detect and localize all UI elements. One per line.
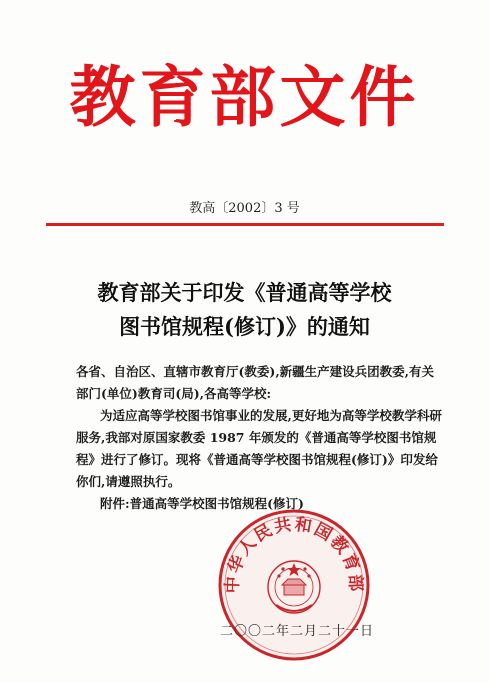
body-paragraph: 为适应高等学校图书馆事业的发展,更好地为高等学校教学科研服务,我部对原国家教委 1987 年颁发的《普通高等学校图书馆规程》进行了修订。现将《普通高等学校图书馆规程(修订)》印发给你们,请遵照执行。 <box>76 408 442 489</box>
document-number: 教高〔2002〕3 号 <box>189 201 300 216</box>
addressee-paragraph: 各省、自治区、直辖市教育厅(教委),新疆生产建设兵团教委,有关部门(单位)教育司(局),各高等学校: <box>76 364 435 401</box>
issue-date: 二〇〇二年二月二十一日 <box>220 624 375 639</box>
attachment-line: 附件:普通高等学校图书馆规程(修订) <box>100 496 304 511</box>
document-masthead: 教育部文件 <box>69 58 420 136</box>
official-seal <box>214 505 374 665</box>
seal-text: 中华人民共和国教育部 <box>222 514 366 594</box>
red-divider-line <box>46 223 444 226</box>
notice-title-line-2: 图书馆规程(修订)》的通知 <box>119 314 370 339</box>
notice-title-line-1: 教育部关于印发《普通高等学校 <box>97 280 392 305</box>
